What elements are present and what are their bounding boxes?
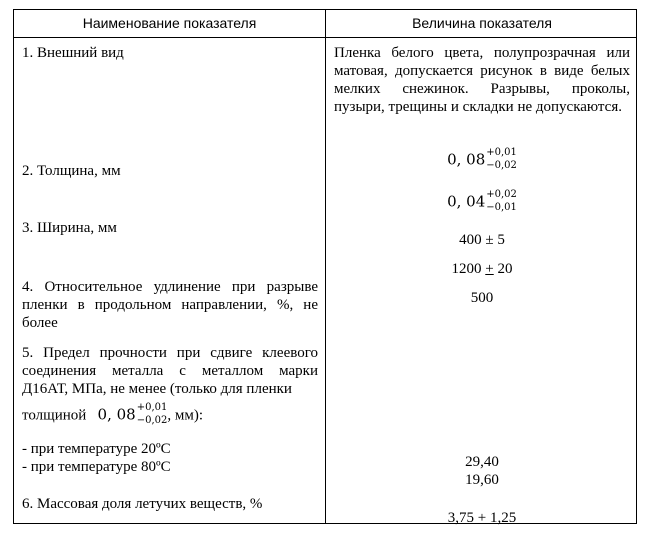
volatiles-value-pm: + — [477, 510, 487, 526]
thickness-value-2 — [326, 190, 638, 216]
volatiles-value-rest: 1,25 — [486, 510, 517, 526]
strength-tail-after: , мм): — [167, 407, 204, 424]
width-value-2-main: 1200 — [451, 261, 486, 277]
header-divider — [14, 37, 636, 38]
thickness-value-1 — [326, 148, 638, 174]
thickness-label: 2. Толщина, мм — [22, 163, 121, 179]
thickness-value-1-base: 0, 08 — [447, 150, 486, 169]
strength-tail-base: 0, 08 — [97, 405, 136, 424]
strength-tail-lower: −0,02 — [136, 415, 168, 426]
strength-label-tail — [22, 403, 203, 429]
strength-sub1-value: 29,40 — [465, 454, 499, 470]
header-indicator-value: Величина показателя — [412, 15, 552, 31]
strength-sub2-label: - при температуре 80ºС — [22, 459, 171, 475]
specification-table — [13, 9, 637, 524]
strength-tail-upper: +0,01 — [136, 402, 168, 413]
width-value-1: 400 ± 5 — [459, 232, 505, 248]
width-label: 3. Ширина, мм — [22, 220, 117, 236]
thickness-value-2-lower: −0,01 — [486, 202, 517, 213]
thickness-value-2-base: 0, 04 — [447, 192, 486, 211]
volatiles-value-main: 3,75 — [447, 510, 478, 526]
width-value-2-pm: + — [485, 261, 494, 277]
volatiles-value — [326, 509, 638, 527]
thickness-value-1-upper: +0,01 — [486, 147, 517, 158]
appearance-label: 1. Внешний вид — [22, 45, 124, 61]
header-indicator-name: Наименование показателя — [82, 15, 257, 31]
width-value-2-rest: 20 — [493, 261, 513, 277]
strength-tail-text: толщиной — [22, 407, 87, 424]
thickness-value-1-lower: −0,02 — [486, 160, 517, 171]
elongation-label: 4. Относительное удлинение при разрыве пленки в продольном направлении, %, не более — [22, 279, 318, 331]
appearance-value: Пленка белого цвета, полупрозрачная или матовая, допускается рисунок в виде белых мелких снежинок. Разрывы, проколы, пузыри, трещины и складки не допускаются. — [334, 45, 630, 115]
thickness-value-2-upper: +0,02 — [486, 189, 517, 200]
strength-label: 5. Предел прочности при сдвиге клеевого соединения металла с металлом марки Д16АТ, МПа, не менее (только для пленки — [22, 345, 318, 397]
strength-sub2-value: 19,60 — [465, 472, 499, 488]
volatiles-label: 6. Массовая доля летучих веществ, % — [22, 496, 263, 512]
width-value-2 — [326, 260, 638, 278]
strength-sub1-label: - при температуре 20ºС — [22, 441, 171, 457]
elongation-value: 500 — [470, 290, 494, 306]
